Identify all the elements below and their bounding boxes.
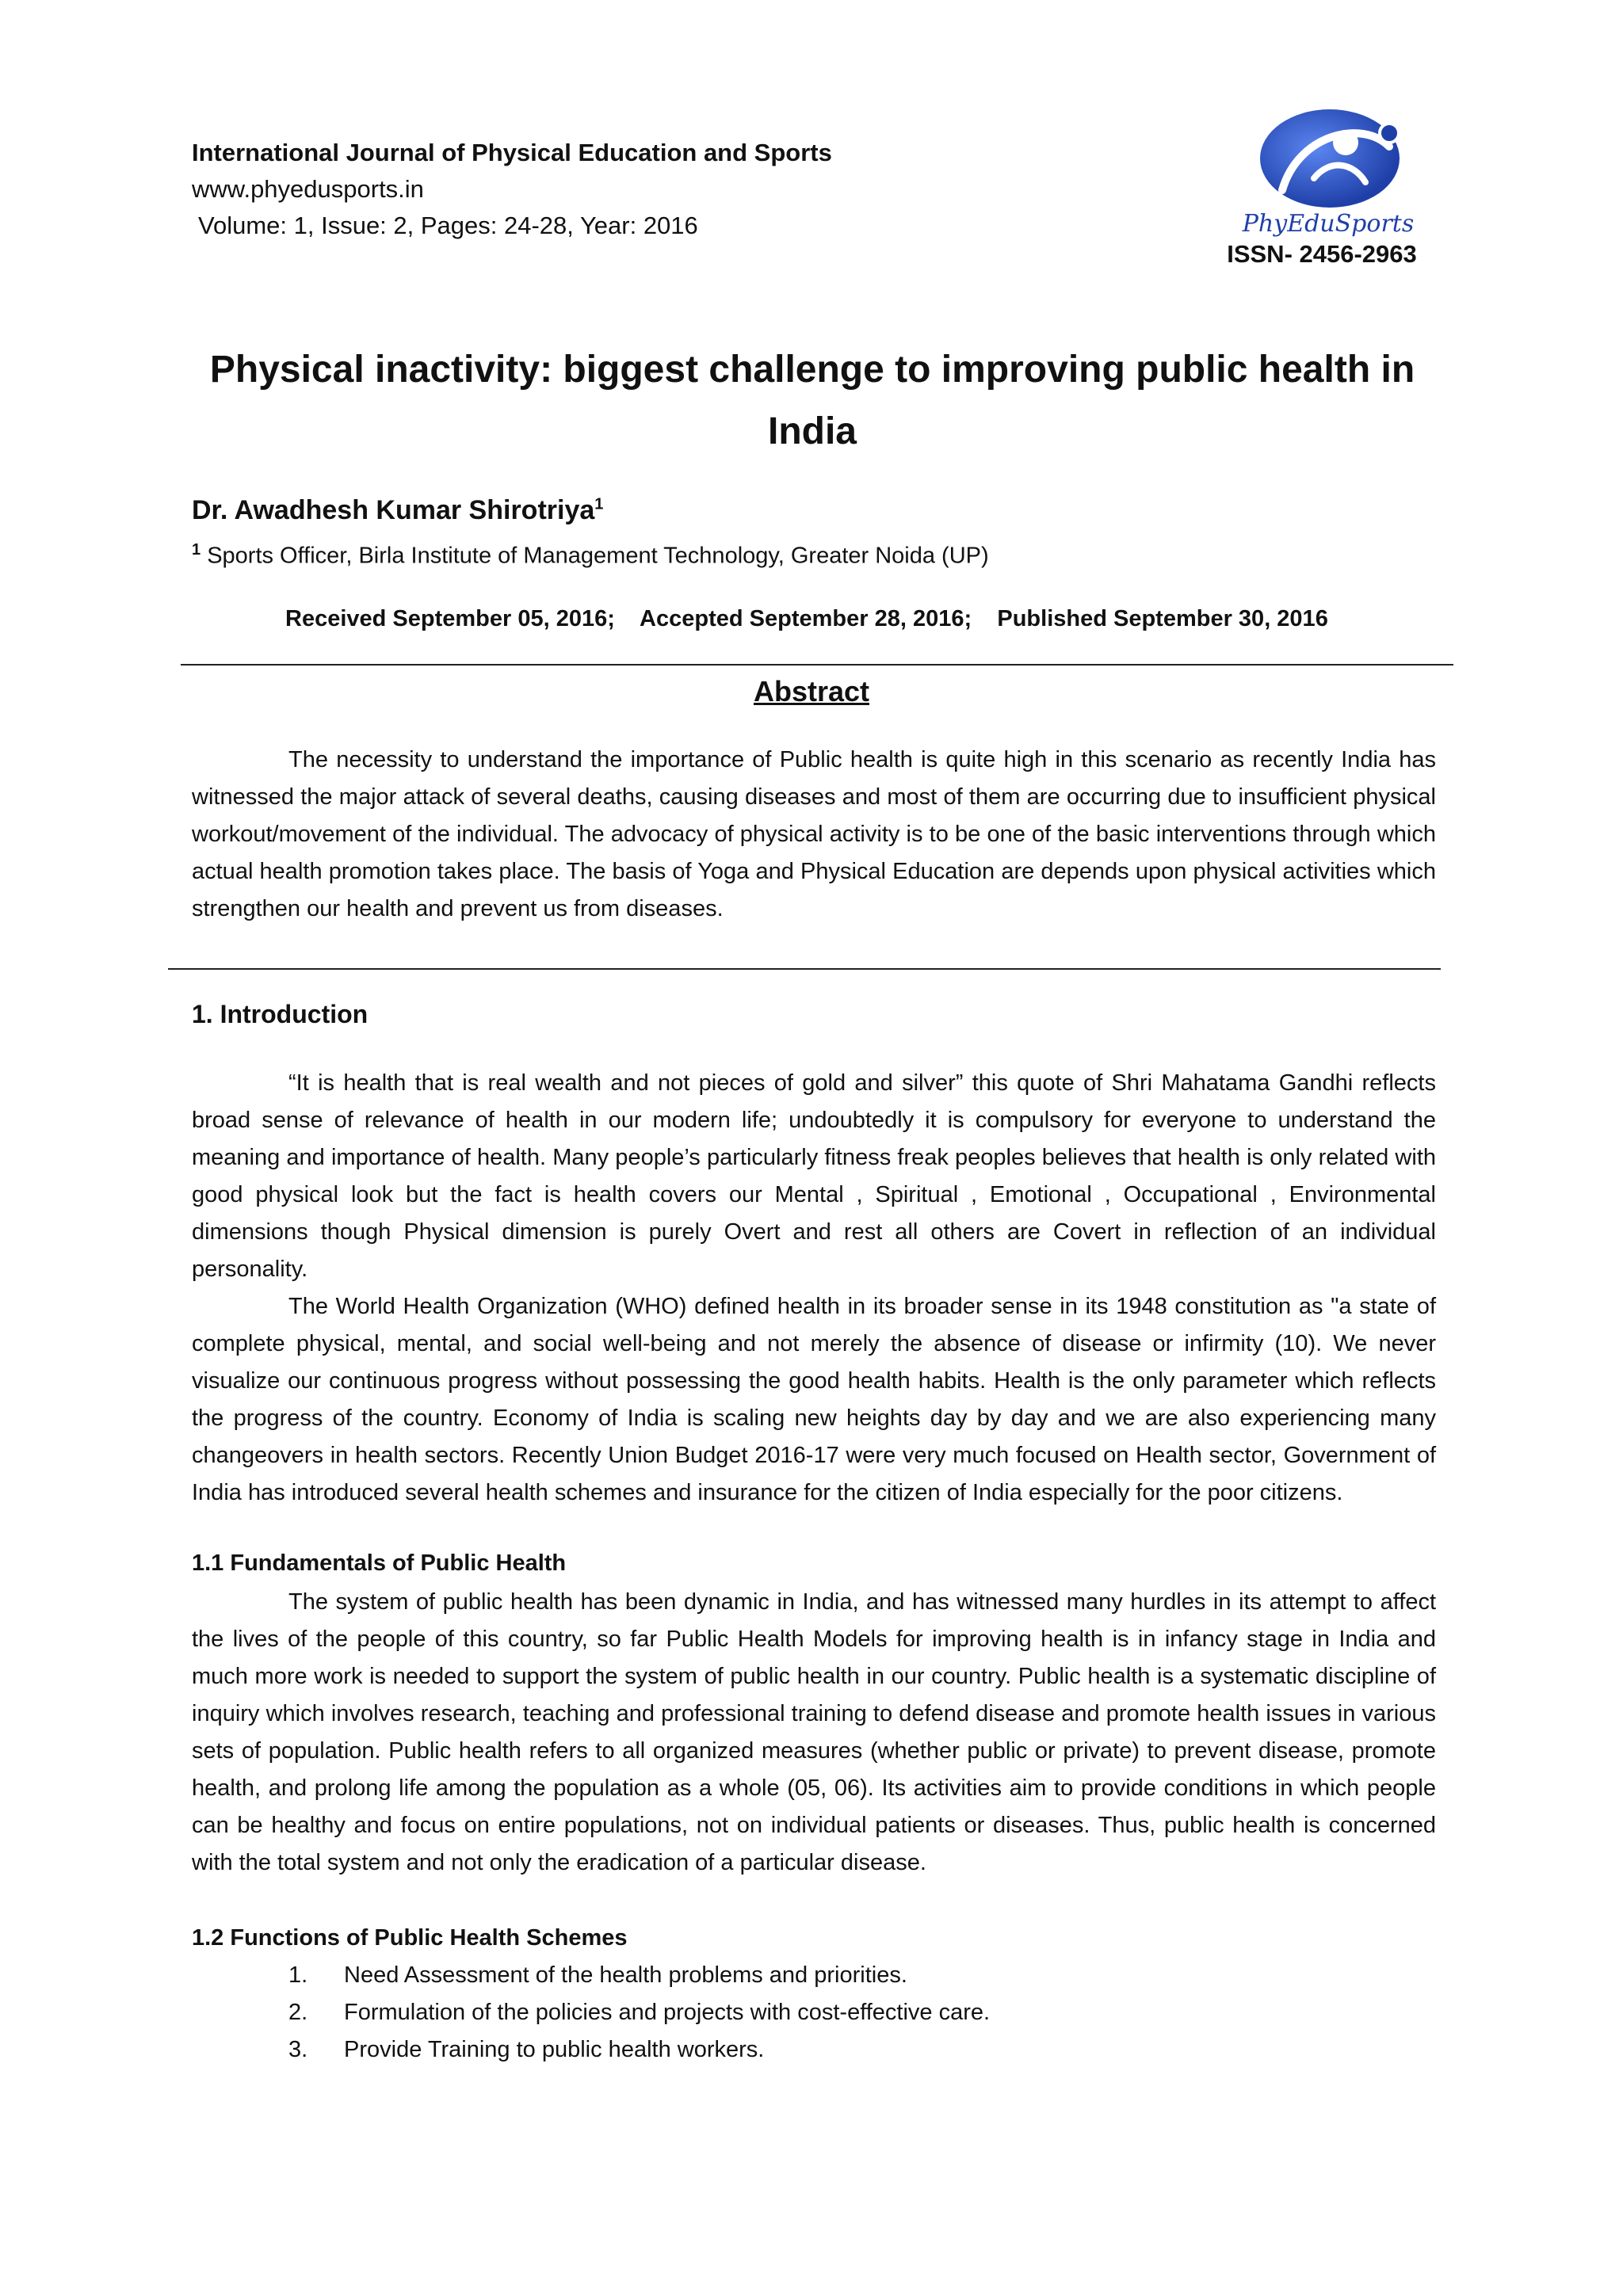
author-name <box>192 495 603 526</box>
author-affiliation <box>192 541 989 570</box>
list-item <box>288 1994 990 2031</box>
list-number: 3. <box>288 2037 308 2062</box>
volume-info: Volume: 1, Issue: 2, Pages: 24-28, Year: 2016 <box>198 212 698 239</box>
introduction-heading: 1. Introduction <box>192 1000 369 1028</box>
functions-list <box>288 1957 990 2069</box>
fundamentals-heading: 1.1 Fundamentals of Public Health <box>192 1550 567 1576</box>
fundamentals-paragraph: The system of public health has been dynamic in India, and has witnessed many hurdles in its attempt to affect the lives of the people of this country, so far Public Health Models for improving health is in infancy stage in India and much more work is needed to support the system of public health in our country. Public health is a systematic discipline of inquiry which involves research, teaching and professional training to defend disease and promote health issues in various sets of population. Public health refers to all organized measures (whether public or private) to prevent disease, promote health, and prolong life among the population as a whole (05, 06). Its activities aim to provide conditions in which people can be healthy and focus on entire populations, not on individual patients or diseases. Thus, public health is concerned with the total system and not only the eradication of a particular disease. <box>192 1589 1436 1875</box>
divider-top <box>181 664 1453 666</box>
affiliation-superscript: 1 <box>192 541 201 559</box>
abstract-heading: Abstract <box>753 675 870 707</box>
list-item <box>288 2031 990 2069</box>
issn-number: ISSN- 2456-2963 <box>1227 240 1417 268</box>
list-text: Provide Training to public health workers. <box>344 2037 765 2062</box>
list-number: 2. <box>288 2000 308 2025</box>
abstract-text: The necessity to understand the importance of Public health is quite high in this scenario as recently India has witnessed the major attack of several deaths, causing diseases and most of them are occurring due to insufficient physical workout/movement of the individual. The advocacy of physical activity is to be one of the basic interventions through which actual health promotion takes place. The basis of Yoga and Physical Education are depends upon physical activities which strengthen our health and prevent us from diseases. <box>192 747 1436 921</box>
introduction-paragraph-1: “It is health that is real wealth and not pieces of gold and silver” this quote of Shri Mahatama Gandhi reflects broad sense of relevance of health in our modern life; undoubtedly it is compulsory for everyone to understand the meaning and importance of health. Many people’s particularly fitness freak peoples believes that health is only related with good physical look but the fact is health covers our Mental , Spiritual , Emotional , Occupational , Environmental dimensions though Physical dimension is purely Overt and rest all others are Covert in reflection of an individual personality. <box>192 1070 1436 1282</box>
journal-name: International Journal of Physical Education and Sports <box>192 139 832 166</box>
journal-header <box>192 135 832 244</box>
list-number: 1. <box>288 1962 308 1988</box>
article-title: Physical inactivity: biggest challenge to improving public health in India <box>209 349 1415 452</box>
list-text: Formulation of the policies and projects with cost-effective care. <box>344 2000 991 2025</box>
phyedusports-logo <box>1227 103 1425 242</box>
author-superscript: 1 <box>594 495 604 513</box>
divider-bottom <box>168 968 1441 970</box>
list-item <box>288 1957 990 1994</box>
functions-heading: 1.2 Functions of Public Health Schemes <box>192 1925 628 1951</box>
publication-dates: Received September 05, 2016; Accepted September 28, 2016; Published September 30, 2016 <box>285 606 1328 631</box>
list-text: Need Assessment of the health problems and priorities. <box>344 1962 907 1988</box>
author-text: Dr. Awadhesh Kumar Shirotriya <box>192 495 595 525</box>
logo-graphic <box>1227 103 1425 242</box>
logo-text: PhyEduSports <box>1242 210 1415 238</box>
introduction-paragraph-2: The World Health Organization (WHO) defined health in its broader sense in its 1948 constitution as "a state of complete physical, mental, and social well-being and not merely the absence of disease or infirmity (10). We never visualize our continuous progress without possessing the good health habits. Health is the only parameter which reflects the progress of the country. Economy of India is scaling new heights day by day and we are also experiencing many changeovers in health sectors. Recently Union Budget 2016-17 were very much focused on Health sector, Government of India has introduced several health schemes and insurance for the citizen of India especially for the poor citizens. <box>192 1294 1436 1505</box>
journal-website[interactable]: www.phyedusports.in <box>192 175 424 203</box>
affiliation-text: Sports Officer, Birla Institute of Management Technology, Greater Noida (UP) <box>207 543 989 569</box>
